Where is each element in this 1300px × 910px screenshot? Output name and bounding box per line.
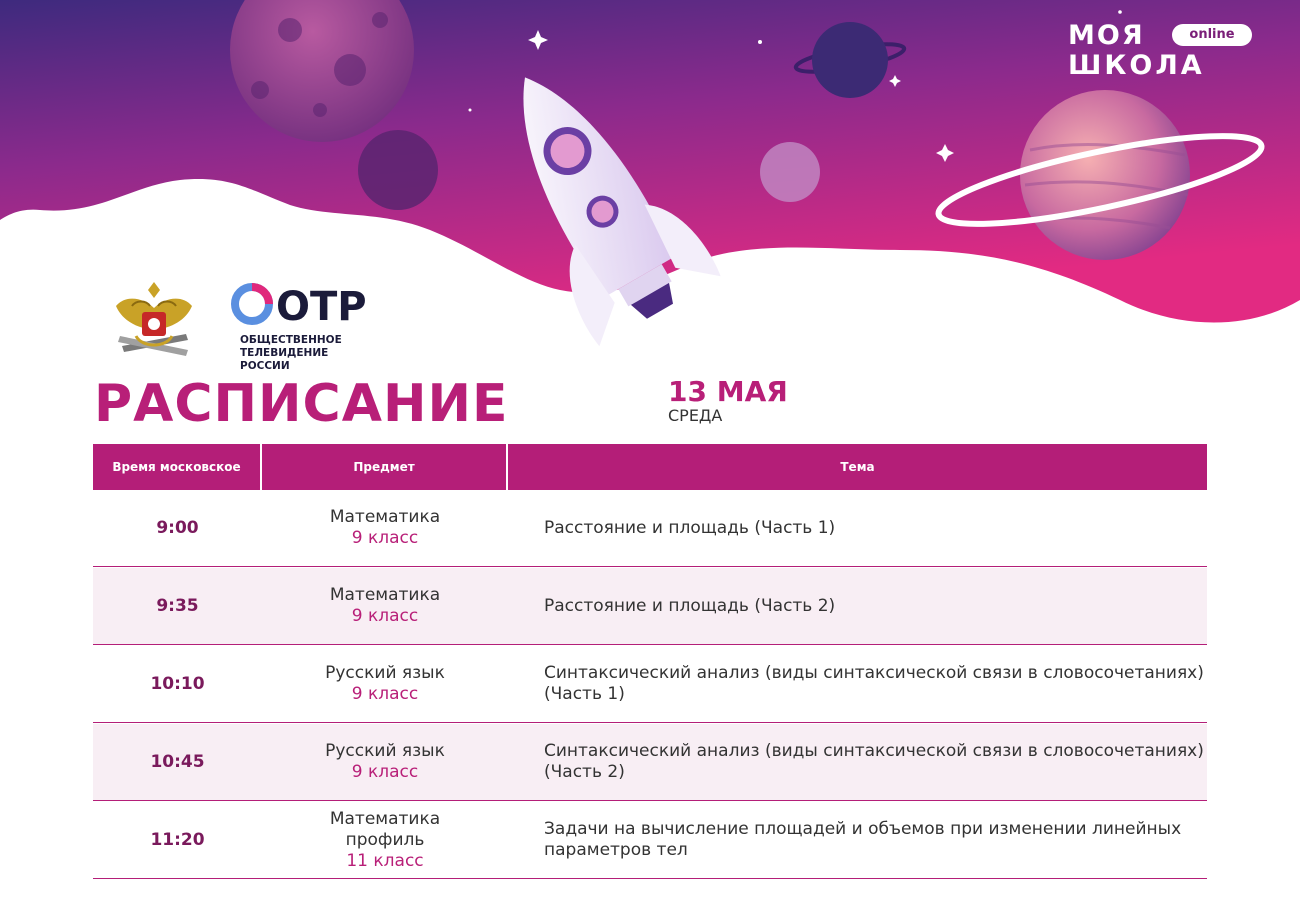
row-topic: Расстояние и площадь (Часть 1) (544, 517, 836, 538)
column-header-subject: Предмет (262, 444, 508, 490)
schedule-date: 13 МАЯ (668, 375, 788, 408)
row-topic: Задачи на вычисление площадей и объемов при изменении линейных параметров тел (544, 819, 1182, 860)
otr-logo (228, 280, 378, 330)
row-topic: Синтаксический анализ (виды синтаксической связи в словосочетаниях) (Часть 2) (544, 741, 1204, 782)
row-subject: Русский язык (325, 663, 445, 683)
otr-subtitle-line: РОССИИ (240, 360, 290, 372)
row-time: 9:00 (156, 518, 199, 538)
otr-subtitle-line: ОБЩЕСТВЕННОЕ (240, 334, 342, 346)
column-header-topic: Тема (840, 460, 875, 474)
table-row (93, 724, 1207, 801)
otr-subtitle-line: ТЕЛЕВИДЕНИЕ (240, 347, 329, 359)
row-grade: 9 класс (351, 606, 419, 626)
row-time: 10:45 (150, 752, 205, 772)
table-row (93, 490, 1207, 567)
row-time: 10:10 (150, 674, 205, 694)
row-subject: Математика (329, 585, 441, 605)
row-subject: Математика профиль (329, 808, 441, 850)
otr-logo-text: ОТР (276, 284, 367, 330)
row-grade: 9 класс (351, 528, 419, 548)
row-topic: Расстояние и площадь (Часть 2) (544, 595, 836, 616)
row-subject-cell (262, 568, 508, 644)
row-subject: Русский язык (325, 741, 445, 761)
row-subject-cell (262, 724, 508, 800)
table-row (93, 646, 1207, 723)
row-grade: 9 класс (351, 762, 419, 782)
row-time: 9:35 (156, 596, 199, 616)
row-grade: 9 класс (351, 684, 419, 704)
page-title: РАСПИСАНИЕ (94, 374, 509, 434)
row-topic: Синтаксический анализ (виды синтаксической связи в словосочетаниях) (Часть 1) (544, 663, 1204, 704)
otr-subtitle (240, 334, 360, 373)
table-row (93, 802, 1207, 879)
brand-online-badge: online (1172, 24, 1252, 46)
row-subject: Математика (329, 507, 441, 527)
column-header-time: Время московское (93, 444, 262, 490)
row-grade: 11 класс (346, 850, 424, 871)
brand-shkola: ШКОЛА (1068, 50, 1205, 81)
row-subject-cell (262, 802, 508, 878)
table-header (93, 444, 1207, 490)
row-time: 11:20 (150, 830, 205, 850)
schedule-weekday: СРЕДА (668, 406, 723, 425)
russian-coat-of-arms-icon (96, 276, 212, 368)
table-row (93, 568, 1207, 645)
row-subject-cell (262, 646, 508, 722)
brand-moya: МОЯ (1068, 20, 1145, 51)
row-subject-cell (262, 490, 508, 566)
